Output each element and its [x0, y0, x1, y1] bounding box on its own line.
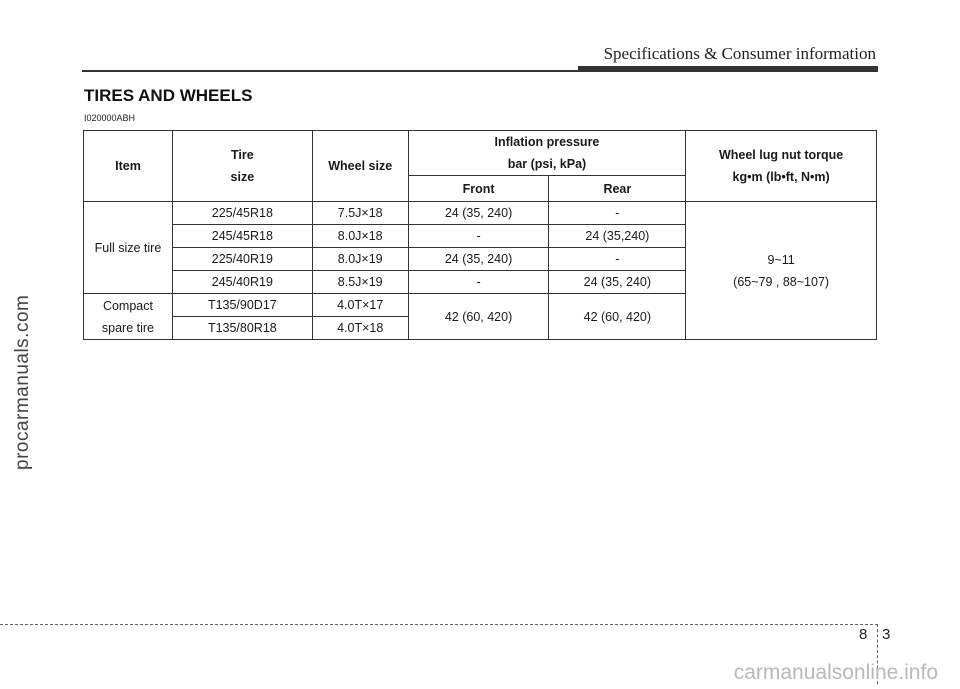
cell-wheel: 8.0J×18: [312, 225, 408, 248]
header-tire-line2: size: [230, 170, 255, 184]
cell-wheel: 8.5J×19: [312, 271, 408, 294]
cell-front: -: [408, 225, 549, 248]
cell-front: 24 (35, 240): [408, 202, 549, 225]
chapter-number: 8: [859, 626, 868, 643]
header-inflation-line1: Inflation pressure: [494, 135, 600, 149]
header-inflation-line2: bar (psi, kPa): [507, 157, 587, 171]
cell-tire: 225/40R19: [172, 248, 312, 271]
header-item: Item: [84, 131, 173, 202]
header-tire-line1: Tire: [230, 148, 254, 162]
cell-front: 24 (35, 240): [408, 248, 549, 271]
header-inflation-pressure: [408, 131, 686, 176]
cell-rear: -: [549, 248, 686, 271]
compact-line2: spare tire: [101, 320, 155, 335]
torque-line2: (65~79 , 88~107): [733, 274, 830, 289]
cell-tire: T135/90D17: [172, 294, 312, 317]
page-number: 3: [882, 626, 891, 643]
header-lug-nut-torque: [686, 131, 877, 202]
cell-compact-rear: 42 (60, 420): [549, 294, 686, 340]
torque-line1: 9~11: [767, 252, 795, 267]
group-compact-spare: [84, 294, 173, 340]
footer-divider: [0, 624, 878, 625]
header-front: Front: [408, 176, 549, 202]
header-rear: Rear: [549, 176, 686, 202]
group-full-size: Full size tire: [84, 202, 173, 294]
cell-wheel: 8.0J×19: [312, 248, 408, 271]
cell-tire: 225/45R18: [172, 202, 312, 225]
cell-tire: 245/40R19: [172, 271, 312, 294]
cell-tire: T135/80R18: [172, 317, 312, 340]
cell-wheel: 4.0T×18: [312, 317, 408, 340]
header-section-title: Specifications & Consumer information: [603, 44, 876, 63]
header-torque-line1: Wheel lug nut torque: [718, 148, 844, 162]
cell-wheel: 7.5J×18: [312, 202, 408, 225]
cell-torque: [686, 202, 877, 340]
cell-rear: 24 (35, 240): [549, 271, 686, 294]
cell-wheel: 4.0T×17: [312, 294, 408, 317]
section-code: I020000ABH: [84, 113, 136, 123]
page-title: TIRES AND WHEELS: [84, 86, 253, 105]
cell-compact-front: 42 (60, 420): [408, 294, 549, 340]
table-row: [84, 202, 877, 225]
watermark-bottom: carmanualsonline.info: [733, 661, 938, 684]
header-tire-size: [172, 131, 312, 202]
header-torque-line2: kg•m (lb•ft, N•m): [732, 170, 830, 184]
watermark-left: procarmanuals.com: [12, 294, 33, 470]
cell-rear: 24 (35,240): [549, 225, 686, 248]
cell-rear: -: [549, 202, 686, 225]
compact-line1: Compact: [102, 298, 153, 313]
tires-wheels-table: [83, 130, 877, 340]
header-wheel-size: Wheel size: [312, 131, 408, 202]
cell-tire: 245/45R18: [172, 225, 312, 248]
cell-front: -: [408, 271, 549, 294]
header-rule: [82, 70, 878, 72]
